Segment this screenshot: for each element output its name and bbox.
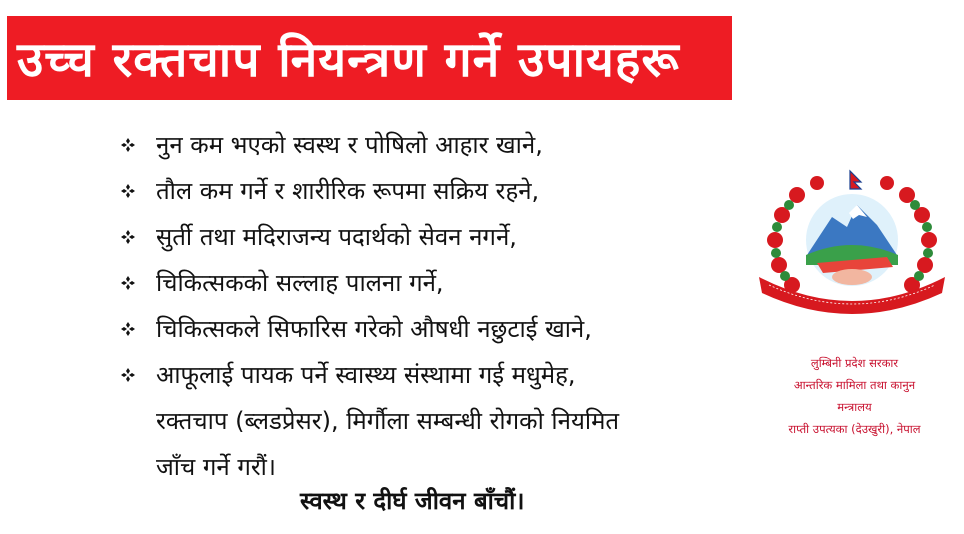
list-item xyxy=(120,214,740,260)
list-item-line: आफूलाई पायक पर्ने स्वास्थ्य संस्थामा गई मधुमेह, xyxy=(156,361,576,389)
diamond-bullet-icon xyxy=(120,168,156,214)
diamond-bullet-icon xyxy=(120,306,156,352)
list-item-text: नुन कम भएको स्वस्थ र पोषिलो आहार खाने, xyxy=(156,131,543,159)
list-item-text: तौल कम गर्ने र शारीरिक रूपमा सक्रिय रहने, xyxy=(156,177,540,205)
list-item xyxy=(120,352,740,490)
diamond-bullet-icon xyxy=(120,122,156,168)
list-item-text xyxy=(156,352,619,490)
office-line: लुम्बिनी प्रदेश सरकार xyxy=(810,356,899,370)
nepal-emblem-icon xyxy=(757,165,947,325)
office-line: राप्ती उपत्यका (देउखुरी), नेपाल xyxy=(788,422,921,436)
office-line: मन्त्रालय xyxy=(837,400,872,414)
office-line: आन्तरिक मामिला तथा कानुन xyxy=(793,378,916,392)
list-item xyxy=(120,306,740,352)
title-banner xyxy=(7,16,732,100)
list-item xyxy=(120,122,740,168)
list-item-text: चिकित्सकले सिफारिस गरेको औषधी नछुटाई खाने, xyxy=(156,315,592,343)
list-item-text: चिकित्सकको सल्लाह पालना गर्ने, xyxy=(156,269,444,297)
banner-title: उच्च रक्तचाप नियन्त्रण गर्ने उपायहरू xyxy=(17,31,680,88)
list-item-line: जाँच गर्ने गरौं। xyxy=(156,453,276,481)
measures-list xyxy=(120,122,740,490)
list-item-line: रक्तचाप (ब्लडप्रेसर), मिर्गौला सम्बन्धी रोगको नियमित xyxy=(156,407,620,435)
list-item xyxy=(120,260,740,306)
list-item-text: सुर्ती तथा मदिराजन्य पदार्थको सेवन नगर्ने, xyxy=(156,223,517,251)
slogan: स्वस्थ र दीर्घ जीवन बाँचौं। xyxy=(300,487,525,515)
list-item xyxy=(120,168,740,214)
diamond-bullet-icon xyxy=(120,352,156,398)
diamond-bullet-icon xyxy=(120,214,156,260)
office-address xyxy=(762,352,947,440)
diamond-bullet-icon xyxy=(120,260,156,306)
